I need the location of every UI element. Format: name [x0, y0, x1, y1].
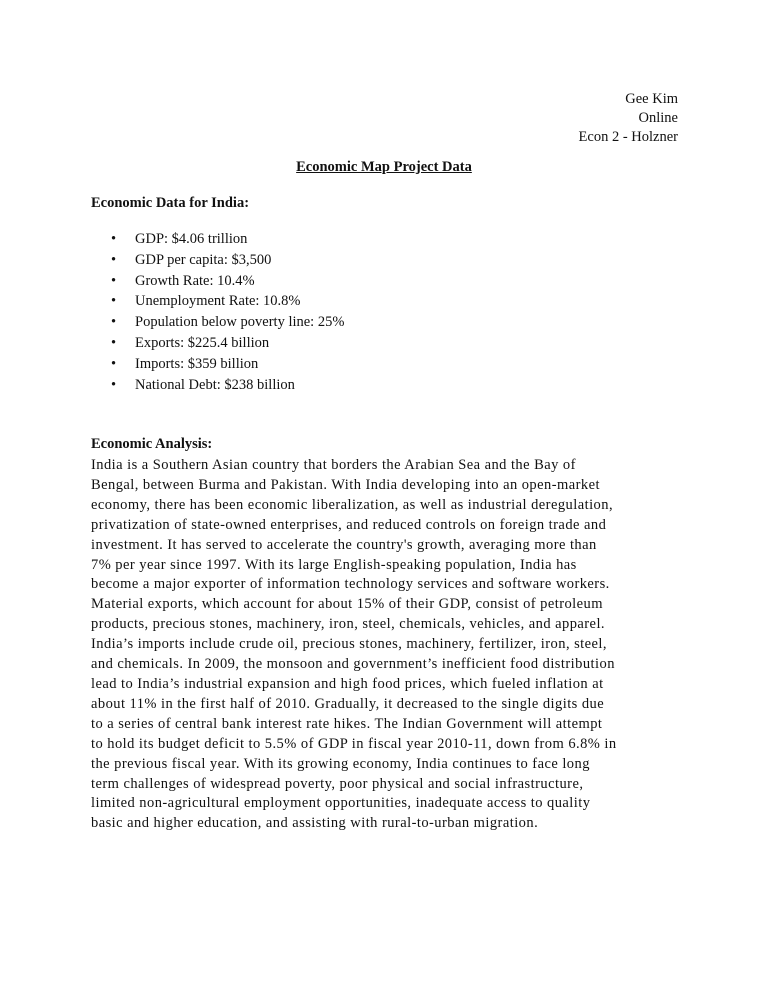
bullet-icon: •	[111, 251, 117, 268]
analysis-paragraph	[91, 456, 691, 834]
bullet-icon: •	[111, 231, 117, 247]
paragraph-line: to a series of central bank interest rate hikes. The Indian Government will attempt	[91, 715, 603, 732]
economic-data-heading: Economic Data for India:	[91, 195, 250, 211]
bullet-icon: •	[111, 334, 117, 351]
bullet-icon: •	[111, 376, 117, 393]
list-item	[91, 250, 344, 271]
list-item-text: National Debt: $238 billion	[135, 376, 295, 393]
paragraph-line: become a major exporter of information technology services and software workers.	[91, 576, 610, 593]
list-item	[91, 229, 344, 250]
paragraph-line: limited non-agricultural employment opportunities, inadequate access to quality	[91, 795, 591, 812]
list-item-text: Exports: $225.4 billion	[135, 334, 270, 351]
author-name: Gee Kim	[625, 91, 678, 107]
list-item-text: Population below poverty line: 25%	[135, 314, 345, 331]
paragraph-line: term challenges of widespread poverty, poor physical and social infrastructure,	[91, 775, 584, 792]
paragraph-line: about 11% in the first half of 2010. Gradually, it decreased to the single digits due	[91, 695, 605, 712]
list-item	[91, 375, 344, 396]
class-mode: Online	[638, 110, 678, 126]
paragraph-line: India’s imports include crude oil, precious stones, machinery, fertilizer, iron, steel,	[91, 636, 607, 653]
paragraph-line: Bengal, between Burma and Pakistan. With India developing into an open-market	[91, 476, 600, 493]
list-item	[91, 354, 344, 375]
economic-analysis-heading: Economic Analysis:	[91, 436, 213, 452]
list-item-text: GDP per capita: $3,500	[135, 251, 272, 268]
author-header	[579, 90, 678, 147]
list-item	[91, 271, 344, 292]
bullet-icon: •	[111, 272, 117, 289]
bullet-icon: •	[111, 355, 117, 372]
list-item-text: Unemployment Rate: 10.8%	[135, 293, 301, 310]
paragraph-line: and chemicals. In 2009, the monsoon and government’s inefficient food distribution	[91, 656, 615, 673]
list-item	[91, 312, 344, 333]
list-item	[91, 333, 344, 354]
course-name: Econ 2 - Holzner	[578, 129, 678, 145]
paragraph-line: the previous fiscal year. With its growing economy, India continues to face long	[91, 755, 590, 772]
economic-data-list	[91, 229, 344, 395]
bullet-icon: •	[111, 293, 117, 310]
paragraph-line: to hold its budget deficit to 5.5% of GDP in fiscal year 2010-11, down from 6.8% in	[91, 735, 617, 752]
paragraph-line: India is a Southern Asian country that borders the Arabian Sea and the Bay of	[91, 457, 576, 473]
list-item-text: GDP: $4.06 trillion	[135, 231, 248, 247]
paragraph-line: Material exports, which account for about 15% of their GDP, consist of petroleum	[91, 596, 603, 613]
paragraph-line: privatization of state-owned enterprises, and reduced controls on foreign trade and	[91, 516, 607, 533]
paragraph-line: economy, there has been economic liberalization, as well as industrial deregulation,	[91, 496, 614, 513]
paragraph-line: basic and higher education, and assisting with rural-to-urban migration.	[91, 815, 539, 832]
paragraph-line: investment. It has served to accelerate the country's growth, averaging more than	[91, 536, 597, 553]
list-item-text: Growth Rate: 10.4%	[135, 272, 255, 289]
paragraph-line: products, precious stones, machinery, iron, steel, chemicals, vehicles, and apparel.	[91, 616, 605, 633]
list-item-text: Imports: $359 billion	[135, 355, 259, 372]
bullet-icon: •	[111, 314, 117, 331]
document-title: Economic Map Project Data	[296, 159, 472, 175]
paragraph-line: lead to India’s industrial expansion and high food prices, which fueled inflation at	[91, 675, 604, 692]
paragraph-line: 7% per year since 1997. With its large English-speaking population, India has	[91, 556, 577, 573]
list-item	[91, 291, 344, 312]
